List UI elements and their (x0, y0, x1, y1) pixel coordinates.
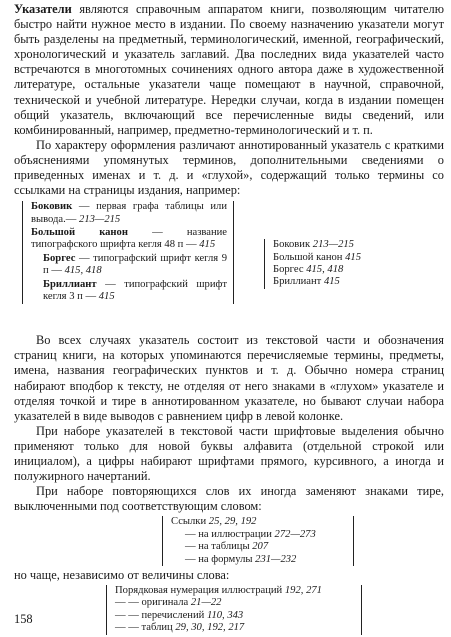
index-term: Порядковая нумерация иллюстраций (115, 585, 285, 597)
index-term: Большой канон (31, 227, 128, 239)
index-pages: 213—215 (312, 239, 354, 251)
index-entry (31, 201, 227, 226)
index-line (171, 516, 345, 528)
index-entry (273, 276, 423, 288)
index-entry (31, 253, 227, 278)
index-term: Бриллиант (43, 278, 97, 290)
index-annotation: — первая графа таблицы или вывода.— (31, 201, 227, 225)
index-term: Боргес (273, 264, 307, 276)
index-line (115, 585, 353, 597)
paragraph-repeated-words: При наборе повторяющихся слов их иногда заменяют знаками тире, выключенными под соответствующим словом: (14, 484, 444, 514)
index-pages: 29, 30, 192, 217 (175, 622, 245, 634)
index-entry (273, 239, 423, 251)
index-line (115, 597, 353, 609)
dash-repeat-example-2 (106, 585, 362, 635)
paragraph-index-structure: Во всех случаях указатель состоит из текстовой части и обозначения страниц книги, на которых упоминаются перечисляемые термины, предметы, имена, названия географических пунктов и т. д. Обычно номера страниц набирают вподбор к тексту, не отделяя от него знаками в «глухом» указателе и отделяя точкой и тире в аннотированном указателе, но бывают случаи набора указателей в виде выводов с равнением цифр в левой колонке. (14, 333, 444, 423)
index-line (171, 541, 345, 553)
index-annotation: — типографский шрифт кегля 9 п — (43, 252, 227, 277)
dash-repeat-example-1 (162, 516, 354, 566)
index-pages: 21—22 (190, 597, 222, 609)
index-pages: 25, 29, 192 (208, 516, 257, 528)
index-term: Бриллиант (273, 276, 324, 288)
index-pages: 272—273 (274, 528, 316, 540)
page-number: 158 (14, 612, 33, 626)
index-entry (273, 264, 423, 276)
paragraph-text: являются справочным аппаратом книги, позволяющим читателю быстро найти нужное место в издании. По своему назначению указатели могут быть разделены на предметный, терминологический, именной, географический, хронологический и указатель заглавий. Два последних вида указателей часто встречаются в многотомных сочинениях одного автора даже в художественной литературе, остальные указатели чаще помещают в научной, справочной, технической и учебной литературе. Нередки случаи, когда в издании помещен общий указатель, включающий все перечисленные виды сведений, или комбинированный, например, предметно-терминологический и т. п. (14, 2, 444, 137)
index-line (171, 529, 345, 541)
index-pages: 110, 343 (206, 609, 244, 621)
index-pages: 415 (98, 291, 115, 303)
index-term: — — таблиц (115, 622, 176, 634)
index-entry (31, 227, 227, 252)
index-line (171, 554, 345, 566)
paragraph-font-selection: При наборе указателей в текстовой части шрифтовые выделения обычно применяют только для новой буквы алфавита (отдельной строкой или инициалом), а цифры набирают шрифтами прямого, курсивного, а иногда и полужирного начертаний. (14, 423, 444, 484)
index-pages: 415 (323, 276, 340, 288)
index-term: — на формулы (185, 553, 256, 565)
book-page (14, 2, 444, 637)
blind-index-example (264, 239, 423, 289)
index-pages: 415, 418 (64, 265, 102, 277)
index-line (115, 610, 353, 622)
index-pages: 415 (345, 251, 361, 263)
index-term: Большой канон (273, 251, 346, 263)
index-term: Боковик (273, 239, 313, 251)
index-term: — на таблицы (185, 541, 253, 553)
index-annotation: — типографский шрифт кегля 3 п — (43, 278, 227, 303)
index-example-block (14, 201, 444, 331)
index-term: — — перечислений (115, 609, 207, 621)
index-pages: 207 (252, 541, 269, 553)
index-entry (273, 252, 423, 264)
keyword-ukazateli: Указатели (14, 2, 72, 16)
paragraph-indexes-intro (14, 2, 444, 138)
index-pages: 231—232 (255, 553, 297, 565)
paragraph-annotated-vs-blind: По характеру оформления различают аннотированный указатель с краткими объяснениями упомянутых терминов, дополнительными сведениями о приведенных именах и т. д. и «глухой», содержащий только термины со ссылками на страницы издания, например: (14, 137, 444, 198)
index-term: — — оригинала (115, 597, 191, 609)
index-term: — на иллюстрации (185, 528, 275, 540)
index-annotation: — название типографского шрифта кегля 48 п — (31, 227, 227, 251)
index-term: Боковик (31, 201, 73, 213)
index-pages: 213—215 (79, 213, 121, 225)
index-pages: 192, 271 (284, 585, 322, 597)
index-term: Боргес (43, 252, 76, 264)
index-term: Ссылки (171, 516, 209, 528)
paragraph-but-more-often: но чаще, независимо от величины слова: (14, 567, 230, 582)
index-entry (31, 279, 227, 304)
index-pages: 415 (199, 239, 216, 251)
index-pages: 415, 418 (306, 264, 344, 276)
annotated-index-example (22, 201, 234, 304)
